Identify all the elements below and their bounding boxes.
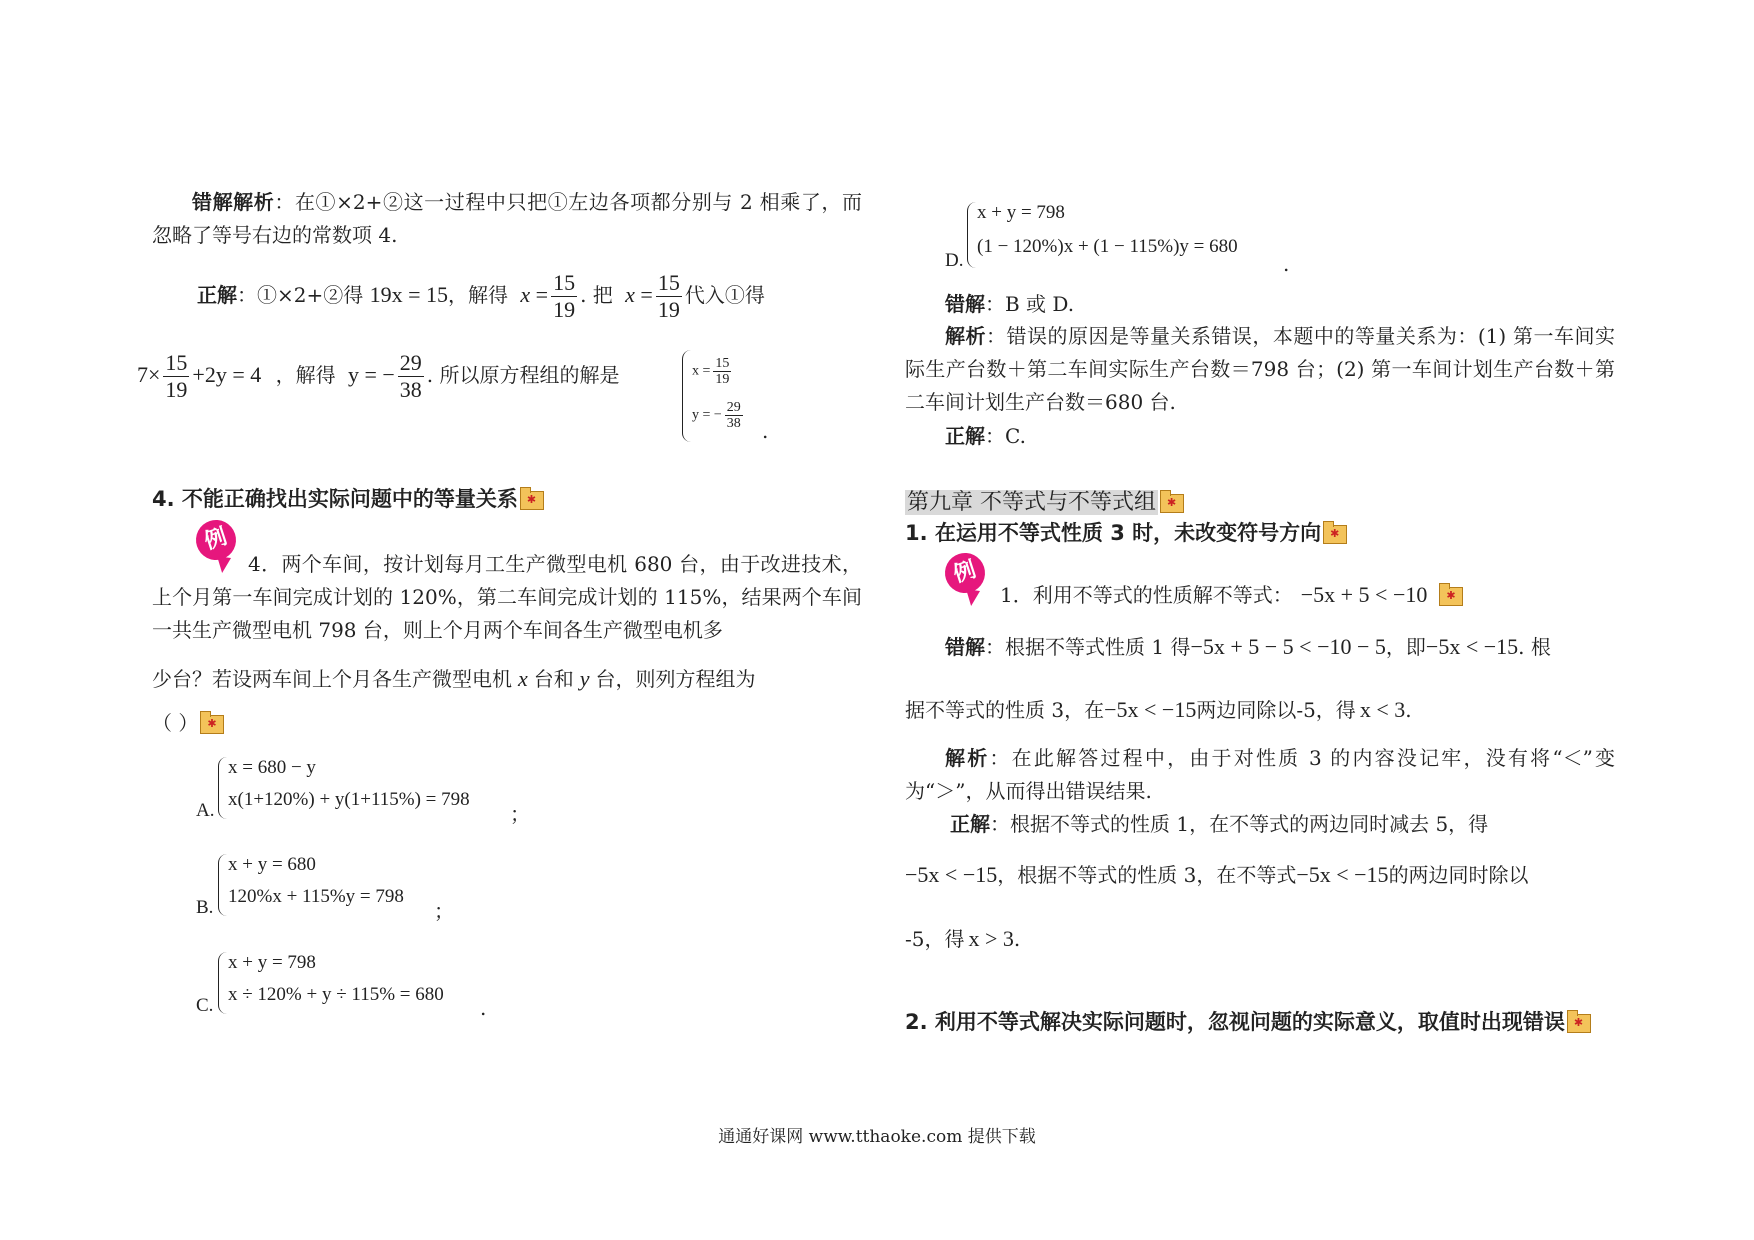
solution-y <box>692 400 746 431</box>
text-segment: -5，得 <box>905 927 965 951</box>
example-4-text: 4．两个车间，按计划每月工生产微型电机 680 台，由于改进技术，上个月第一车间完成计划的 120%，第二车间完成计划的 115%，结果两个车间一共生产微型电机 798 台，则上个月两个车间各生产微型电机多 <box>152 552 862 642</box>
option-d-system <box>967 202 1287 268</box>
semicolon: ； <box>510 802 530 826</box>
folder-icon[interactable] <box>200 715 224 734</box>
option-c-label: C. <box>196 995 214 1016</box>
analysis-text: ：在此解答过程中，由于对性质 3 的内容没记牢，没有将“＜”变为“＞”，从而得出错误结果. <box>905 746 1615 803</box>
example-1-line <box>1000 578 1463 612</box>
period: . <box>1013 927 1021 951</box>
frac-den: 19 <box>553 297 576 323</box>
option-a-eq1: x = 680 − y <box>228 757 316 778</box>
text-segment: ：根据不等式性质 1 得 <box>985 635 1191 659</box>
text-segment: ，即 <box>1385 635 1426 659</box>
text-segment: 台，则列方程组为 <box>595 667 756 691</box>
example-badge-icon: 例 <box>940 548 990 598</box>
wrong-solution-line-1 <box>945 630 1551 664</box>
option-c-eq1: x + y = 798 <box>228 952 316 973</box>
variable-y: y <box>579 666 590 691</box>
wrong-answer-line <box>945 288 1074 321</box>
frac-den: 19 <box>657 297 680 323</box>
text-segment: ：根据不等式的性质 1，在不等式的两边同时减去 5，得 <box>990 812 1489 836</box>
analysis-label: 解析 <box>945 746 990 770</box>
y-result <box>347 350 427 403</box>
wrong-answer-label: 错解 <box>945 292 985 316</box>
wrong-solution-line-2 <box>905 693 1412 727</box>
inequality: −5x < −15 <box>1104 697 1197 722</box>
frac-den: 38 <box>399 377 422 403</box>
text-segment: 据不等式的性质 3，在 <box>905 698 1105 722</box>
equation-19x: 19x = 15 <box>369 282 449 307</box>
text-segment: 少台？若设两车间上个月各生产微型电机 <box>152 667 512 691</box>
text-segment: 台和 <box>533 667 574 691</box>
text-segment: ，根据不等式的性质 3，在不等式 <box>997 863 1297 887</box>
error-analysis-label: 错解解析 <box>192 190 275 214</box>
solution-system <box>682 350 762 442</box>
section-heading-4 <box>152 483 544 513</box>
frac-den: 19 <box>715 372 730 387</box>
frac-den: 38 <box>726 416 741 431</box>
error-analysis-paragraph <box>152 186 862 252</box>
inequality: −5x + 5 − 5 < −10 − 5 <box>1190 634 1386 659</box>
text-segment: +2y = 4 <box>192 362 262 387</box>
text-segment: ：B 或 D. <box>985 292 1075 316</box>
period: . <box>762 419 769 443</box>
brace <box>967 202 976 268</box>
text-segment: 7× <box>137 362 161 387</box>
option-c-eq2: x ÷ 120% + y ÷ 115% = 680 <box>228 984 444 1005</box>
text-segment: 两边同除以-5，得 <box>1196 698 1356 722</box>
brace <box>218 757 227 819</box>
option-a-eq2: x(1+120%) + y(1+115%) = 798 <box>228 789 470 810</box>
text-segment: . 根 <box>1518 635 1551 659</box>
text-segment: 代入①得 <box>684 283 765 307</box>
chapter-heading <box>905 485 1184 516</box>
folder-icon[interactable] <box>1323 525 1347 544</box>
section-heading-1 <box>905 517 1347 547</box>
inequality: −5x < −15 <box>905 862 998 887</box>
frac-num: 15 <box>657 270 680 296</box>
example-badge-icon: 例 <box>191 515 241 565</box>
period: . <box>1283 252 1290 276</box>
text-segment: ，解得 <box>448 283 509 307</box>
analysis-label: 解析 <box>945 324 986 348</box>
folder-icon[interactable] <box>520 491 544 510</box>
error-analysis-text: ：在①×2+②这一过程中只把①左边各项都分别与 2 相乘了，而忽略了等号右边的常数项 4. <box>152 190 863 247</box>
inequality: −5x < −15 <box>1296 862 1389 887</box>
substitution-equation <box>137 350 262 403</box>
brace <box>682 350 691 442</box>
period: . <box>480 996 487 1020</box>
frac-num: 29 <box>399 350 422 376</box>
text-segment: ：①×2+②得 <box>237 283 364 307</box>
option-c-system <box>218 952 498 1014</box>
wrong-solution-label: 错解 <box>945 635 985 659</box>
section-heading-1-text: 1. 在运用不等式性质 3 时，未改变符号方向 <box>905 521 1322 545</box>
text-segment: （ ） <box>152 711 199 735</box>
correct-solution-line-3 <box>905 922 1020 956</box>
brace <box>218 952 227 1014</box>
solution-x <box>692 356 734 387</box>
semicolon: ； <box>434 899 454 923</box>
option-b-eq2: 120%x + 115%y = 798 <box>228 886 404 907</box>
text-segment: ，解得 <box>275 363 336 387</box>
section-heading-4-text: 4. 不能正确找出实际问题中的等量关系 <box>152 487 518 511</box>
section-heading-2-text: 2. 利用不等式解决实际问题时，忽视问题的实际意义，取值时出现错误 <box>905 1010 1565 1034</box>
text-segment: y = − <box>347 362 395 387</box>
x-equals-fraction-2: x = $\frac{15}{19}$ <box>625 270 680 323</box>
variable-x: x <box>518 666 528 691</box>
text-segment: . 把 <box>580 283 613 307</box>
inequality: −5x < −15 <box>1425 634 1519 659</box>
text-segment: x = <box>692 363 711 379</box>
option-d-eq2: (1 − 120%)x + (1 − 115%)y = 680 <box>977 236 1238 257</box>
option-b-eq1: x + y = 680 <box>228 854 316 875</box>
frac-num: 15 <box>553 270 576 296</box>
correct-solution-label: 正解 <box>950 812 990 836</box>
correct-answer-label: 正解 <box>945 424 985 448</box>
correct-solution-line-1 <box>950 808 1488 841</box>
frac-num: 15 <box>715 356 730 371</box>
correct-solution-label: 正解 <box>197 283 237 307</box>
analysis-paragraph-2 <box>905 742 1615 808</box>
option-a-system <box>218 757 538 819</box>
chapter-title: 第九章 不等式与不等式组 <box>907 490 1156 515</box>
analysis-text: ：错误的原因是等量关系错误，本题中的等量关系为：(1) 第一车间实际生产台数＋第二车间实际生产台数＝798 台；(2) 第一车间计划生产台数＋第二车间计划生产台数＝680 台. <box>905 324 1616 414</box>
correct-answer-line <box>945 420 1026 453</box>
section-heading-2 <box>905 1006 1615 1039</box>
option-a-label: A. <box>196 800 215 821</box>
analysis-paragraph <box>905 320 1615 419</box>
text-segment: 1．利用不等式的性质解不等式： <box>1000 583 1293 607</box>
substitution-line <box>137 335 620 415</box>
frac-num: 29 <box>726 400 741 415</box>
correct-solution-line-2 <box>905 858 1529 892</box>
period: . <box>1405 698 1412 722</box>
footer-credit: 通通好课网 www.tthaoke.com 提供下载 <box>718 1127 1036 1147</box>
folder-icon[interactable] <box>1439 587 1463 606</box>
inequality-result: x < 3 <box>1359 697 1406 722</box>
option-b-label: B. <box>196 897 214 918</box>
option-d-eq1: x + y = 798 <box>977 202 1065 223</box>
text-segment: ：C. <box>985 424 1026 448</box>
text-segment: 的两边同时除以 <box>1388 863 1529 887</box>
option-d-label: D. <box>945 250 964 271</box>
example-4-tail <box>152 662 756 696</box>
inequality-result: x > 3 <box>968 926 1014 951</box>
folder-icon[interactable] <box>1567 1014 1591 1033</box>
folder-icon[interactable] <box>1160 494 1184 513</box>
frac-den: 19 <box>165 377 188 403</box>
x-equals-fraction: x = $\frac{15}{19}$ <box>520 270 576 323</box>
frac-num: 15 <box>165 350 188 376</box>
correct-solution-line <box>197 255 765 335</box>
example-1-inequality: −5x + 5 < −10 <box>1300 582 1428 607</box>
answer-paren <box>152 707 224 740</box>
brace <box>218 854 227 916</box>
text-segment: . 所以原方程组的解是 <box>426 363 620 387</box>
text-segment: y = − <box>692 407 722 423</box>
